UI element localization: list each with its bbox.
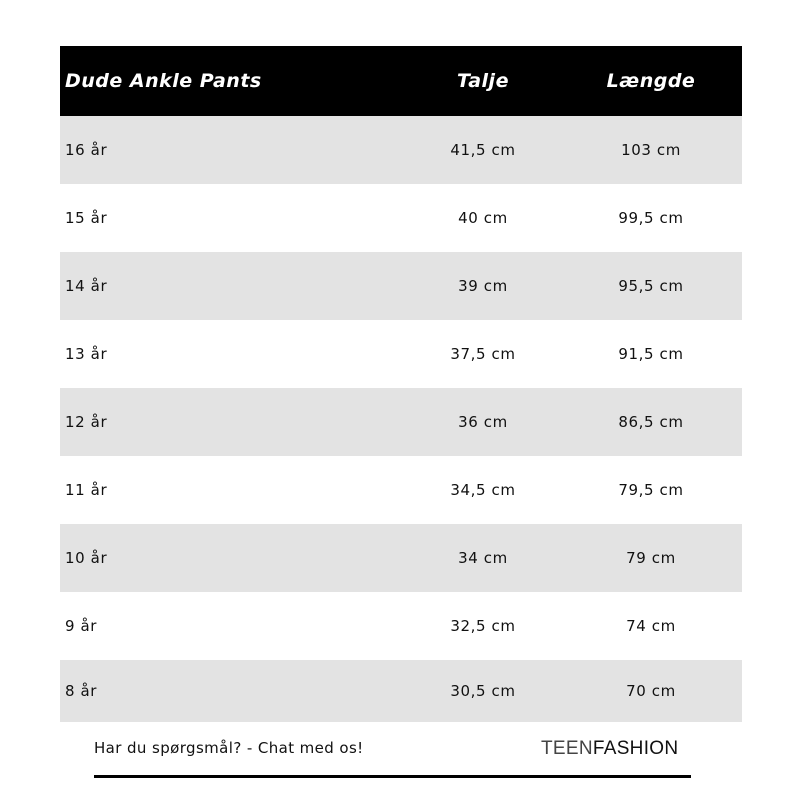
size-cell: 14 år (65, 277, 108, 295)
length-cell: 103 cm (621, 141, 681, 159)
table-row (60, 184, 742, 252)
length-cell: 79 cm (626, 549, 676, 567)
table-row (60, 252, 742, 320)
size-cell: 10 år (65, 549, 108, 567)
waist-cell: 32,5 cm (450, 617, 516, 635)
length-cell: 99,5 cm (618, 209, 684, 227)
waist-cell: 34,5 cm (450, 481, 516, 499)
table-row (60, 388, 742, 456)
length-cell: 74 cm (626, 617, 676, 635)
size-cell: 15 år (65, 209, 108, 227)
waist-cell: 39 cm (458, 277, 508, 295)
chat-prompt-text: Har du spørgsmål? - Chat med os! (94, 739, 364, 757)
product-name-header: Dude Ankle Pants (65, 70, 262, 92)
teenfashion-logo (541, 738, 678, 760)
waist-cell: 30,5 cm (450, 682, 516, 700)
length-cell: 95,5 cm (618, 277, 684, 295)
size-cell: 16 år (65, 141, 108, 159)
waist-cell: 36 cm (458, 413, 508, 431)
table-row (60, 320, 742, 388)
waist-cell: 34 cm (458, 549, 508, 567)
size-cell: 8 år (65, 682, 98, 700)
size-cell: 13 år (65, 345, 108, 363)
waist-cell: 37,5 cm (450, 345, 516, 363)
table-header (60, 46, 742, 116)
size-cell: 11 år (65, 481, 108, 499)
waist-cell: 40 cm (458, 209, 508, 227)
waist-cell: 41,5 cm (450, 141, 516, 159)
footer-divider (94, 775, 691, 778)
table-row (60, 456, 742, 524)
table-row (60, 660, 742, 722)
size-chart-table (60, 46, 742, 722)
table-row (60, 592, 742, 660)
table-row (60, 116, 742, 184)
length-cell: 70 cm (626, 682, 676, 700)
table-row (60, 524, 742, 592)
length-cell: 79,5 cm (618, 481, 684, 499)
length-cell: 91,5 cm (618, 345, 684, 363)
logo-fashion-part: FASHION (592, 738, 679, 759)
size-cell: 12 år (65, 413, 108, 431)
waist-column-header: Talje (457, 70, 509, 92)
logo-teen-part: TEEN (541, 738, 593, 759)
size-cell: 9 år (65, 617, 98, 635)
length-cell: 86,5 cm (618, 413, 684, 431)
length-column-header: Længde (606, 70, 696, 92)
